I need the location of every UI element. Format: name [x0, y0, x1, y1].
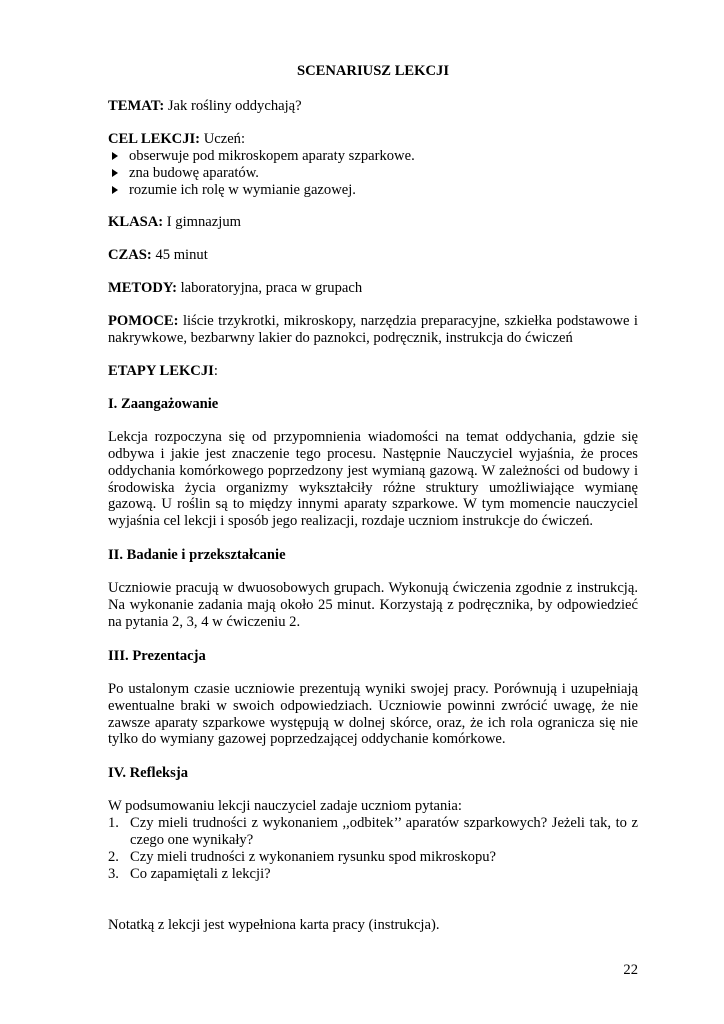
stages-field	[108, 363, 638, 380]
goal-label: CEL LEKCJI:	[108, 130, 201, 147]
goal-item	[108, 165, 638, 182]
section-heading: II. Badanie i przekształcanie	[108, 547, 286, 564]
lesson-note: Notatką z lekcji jest wypełniona karta pracy (instrukcja).	[108, 916, 440, 933]
document-title: SCENARIUSZ LEKCJI	[296, 63, 450, 79]
aids-value: liście trzykrotki, mikroskopy, narzędzia preparacyjne, szkiełka podstawowe i nakrywkowe, bezbarwny lakier do paznokci, podręcznik, instrukcja do ćwiczeń	[108, 313, 638, 347]
question-text: Czy mieli trudności z wykonaniem ,,odbitek’’ aparatów szparkowych? Jeżeli tak, to z czego one wynikały?	[130, 815, 638, 849]
question-number: 3.	[108, 865, 119, 882]
class-field	[108, 214, 638, 231]
question-text: Czy mieli trudności z wykonaniem rysunku spod mikroskopu?	[130, 849, 497, 865]
section-paragraph: W podsumowaniu lekcji nauczyciel zadaje uczniom pytania:	[108, 798, 462, 815]
methods-field	[108, 280, 638, 297]
goal-item	[108, 182, 638, 199]
class-value: I gimnazjum	[166, 214, 241, 231]
time-label: CZAS:	[108, 247, 152, 264]
time-field	[108, 247, 638, 264]
topic-label: TEMAT:	[108, 97, 165, 114]
goal-item	[108, 148, 638, 165]
methods-label: METODY:	[108, 280, 177, 297]
triangle-bullet-icon	[112, 169, 118, 177]
section-paragraph: Po ustalonym czasie uczniowie prezentują wyniki swojej pracy. Porównują i uzupełniają ewentualne braki w swoich odpowiedziach. Uczniowie powinni zwrócić uwagę, że nie zawsze aparaty szparkowe występują w dolnej skórce, oraz, że ich rola ogranicza się nie tylko do wymiany gazowej poprzedzającej oddychanie komórkowe.	[108, 680, 638, 748]
goal-item-text: obserwuje pod mikroskopem aparaty szparkowe.	[129, 147, 415, 164]
question-text: Co zapamiętali z lekcji?	[130, 865, 271, 882]
question-item	[108, 866, 638, 883]
document-page	[108, 63, 638, 948]
goal-field	[108, 131, 638, 148]
triangle-bullet-icon	[112, 152, 118, 160]
section-paragraph: Lekcja rozpoczyna się od przypomnienia wiadomości na temat oddychania, gdzie się odbywa i jakie jest znaczenie tego procesu. Następnie Nauczyciel wyjaśnia, że proces oddychania komórkowego poprzedzony jest wymianą gazową. W zależności od budowy i środowiska życia organizmy wykształciły różne struktury umożliwiające wymianę gazową. U roślin są to między innymi aparaty szparkowe. W tym momencie nauczyciel wyjaśnia cel lekcji i sposób jego realizacji, rozdaje uczniom instrukcje do ćwiczeń.	[108, 428, 638, 530]
page-number: 22	[623, 962, 638, 978]
goal-value: Uczeń:	[203, 130, 246, 147]
section-paragraph: Uczniowie pracują w dwuosobowych grupach. Wykonują ćwiczenia zgodnie z instrukcją. Na wykonanie zadania mają około 25 minut. Korzystają z podręcznika, by odpowiedzieć na pytania 2, 3, 4 w ćwiczeniu 2.	[108, 580, 638, 630]
aids-field	[108, 313, 638, 347]
section-heading: I. Zaangażowanie	[108, 395, 219, 412]
topic-value: Jak rośliny oddychają?	[167, 97, 302, 114]
aids-label: POMOCE:	[108, 313, 179, 330]
section-heading: III. Prezentacja	[108, 647, 206, 664]
stages-colon: :	[213, 362, 218, 379]
question-list	[108, 815, 638, 883]
question-number: 1.	[108, 815, 119, 832]
goal-item-text: zna budowę aparatów.	[129, 164, 259, 181]
section-heading: IV. Refleksja	[108, 765, 188, 782]
question-number: 2.	[108, 849, 119, 865]
class-label: KLASA:	[108, 214, 164, 231]
topic-field	[108, 98, 638, 115]
goal-list	[108, 148, 638, 199]
stages-label: ETAPY LEKCJI	[108, 362, 214, 379]
question-item	[108, 849, 638, 866]
question-item	[108, 815, 638, 849]
methods-value: laboratoryjna, praca w grupach	[180, 280, 363, 297]
goal-item-text: rozumie ich rolę w wymianie gazowej.	[129, 181, 356, 198]
time-value: 45 minut	[155, 247, 208, 264]
triangle-bullet-icon	[112, 186, 118, 194]
